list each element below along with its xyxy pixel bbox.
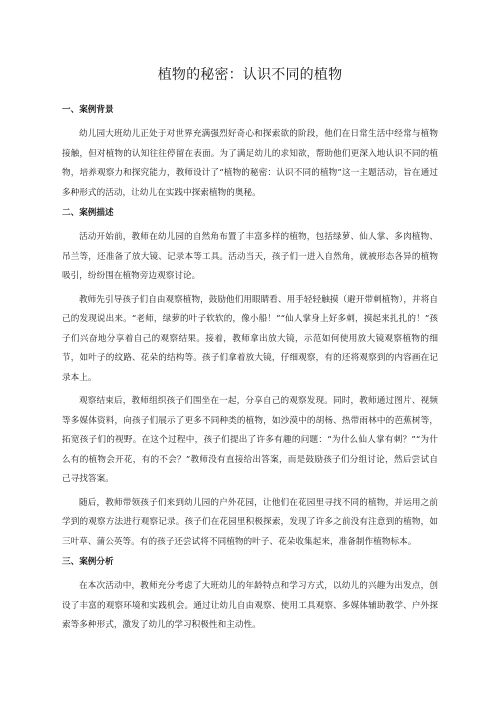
section-analysis <box>62 556 438 636</box>
paragraph: 随后，教师带领孩子们来到幼儿园的户外花园，让他们在花园里寻找不同的植物，并运用之前学到的观察方法进行观察记录。孩子们在花园里积极探索，发现了许多之前没有注意到的植物，如三叶草、蒲公英等。有的孩子还尝试将不同植物的叶子、花朵收集起来，准备制作植物标本。 <box>62 497 438 547</box>
paragraph: 幼儿园大班幼儿正处于对世界充满强烈好奇心和探索欲的阶段，他们在日常生活中经常与植物接触，但对植物的认知往往停留在表面。为了满足幼儿的求知欲，帮助他们更深入地认识不同的植物，培养观察力和探究能力，教师设计了“植物的秘密：认识不同的植物”这一主题活动，旨在通过多种形式的活动，让幼儿在实践中探索植物的奥秘。 <box>62 129 438 198</box>
paragraph: 观察结束后，教师组织孩子们围坐在一起，分享自己的观察发现。同时，教师通过图片、视频等多媒体资料，向孩子们展示了更多不同种类的植物，如沙漠中的胡杨、热带雨林中的芭蕉树等，拓宽孩子们的视野。在这个过程中，孩子们提出了许多有趣的问题：“为什么仙人掌有刺？”“为什么有的植物会开花，有的不会？”教师没有直接给出答案，而是鼓励孩子们分组讨论，然后尝试自己寻找答案。 <box>62 396 438 484</box>
paragraph: 活动开始前，教师在幼儿园的自然角布置了丰富多样的植物，包括绿萝、仙人掌、多肉植物、吊兰等，还准备了放大镜、记录本等工具。活动当天，孩子们一进入自然角，就被形态各异的植物吸引，纷纷围在植物旁边观察讨论。 <box>62 232 438 281</box>
section-description <box>62 207 438 552</box>
section-heading: 三、案例分析 <box>62 557 114 567</box>
paragraph: 在本次活动中，教师充分考虑了大班幼儿的年龄特点和学习方式，以幼儿的兴趣为出发点，创设了丰富的观察环境和实践机会。通过让幼儿自由观察、使用工具观察、多媒体辅助教学、户外探索等多种形式，激发了幼儿的学习积极性和主动性。 <box>62 581 438 630</box>
document-title: 植物的秘密：认识不同的植物 <box>157 67 343 83</box>
section-heading: 一、案例背景 <box>62 105 114 115</box>
section-heading: 二、案例描述 <box>62 208 114 218</box>
paragraph: 教师先引导孩子们自由观察植物，鼓励他们用眼睛看、用手轻轻触摸（避开带刺植物），并将自己的发现说出来。“老师，绿萝的叶子软软的，像小船！”“仙人掌身上好多刺，摸起来扎扎的！”孩子们兴奋地分享着自己的观察结果。接着，教师拿出放大镜，示范如何使用放大镜观察植物的细节，如叶子的纹路、花朵的结构等。孩子们拿着放大镜，仔细观察，有的还将观察到的内容画在记录本上。 <box>62 294 438 383</box>
section-background <box>62 104 438 203</box>
document-page <box>62 64 438 640</box>
